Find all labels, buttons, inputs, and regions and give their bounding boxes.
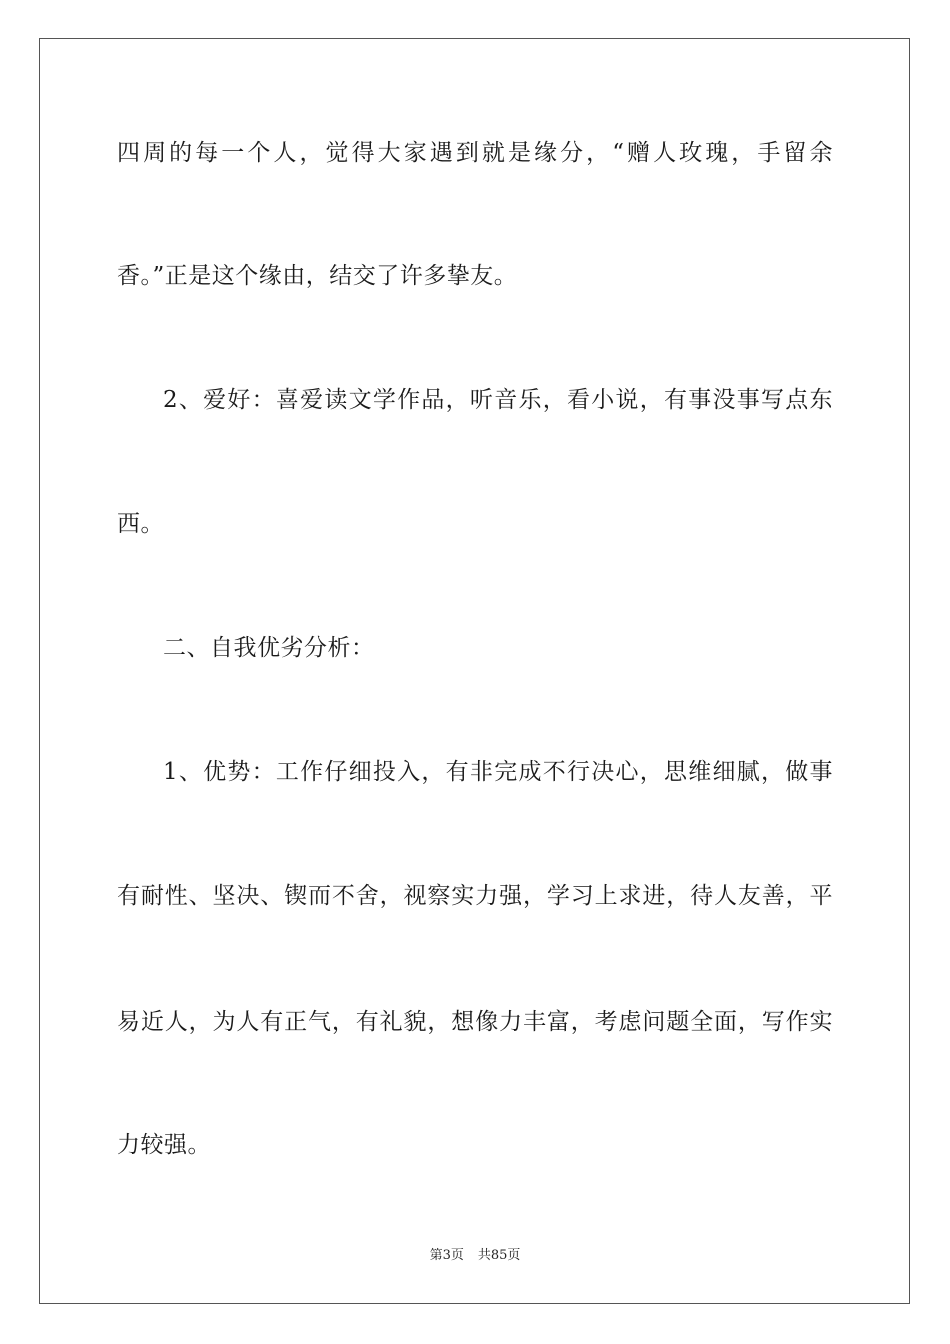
paragraph-line: 力较强。 (117, 1132, 211, 1158)
page-total: 共85页 (477, 1248, 521, 1263)
paragraph-line: 香。”正是这个缘由，结交了许多挚友。 (117, 263, 518, 289)
page-frame (39, 38, 910, 1304)
paragraph-line: 2、爱好：喜爱读文学作品，听音乐，看小说，有事没事写点东 (163, 387, 833, 413)
paragraph-line: 易近人，为人有正气，有礼貌，想像力丰富，考虑问题全面，写作实 (117, 1009, 833, 1035)
page-footer (0, 1247, 950, 1265)
page-number: 第3页 (429, 1248, 464, 1263)
paragraph-line: 四周的每一个人，觉得大家遇到就是缘分，“赠人玫瑰，手留余 (117, 140, 833, 166)
paragraph-line: 西。 (117, 511, 164, 537)
paragraph-line: 1、优势：工作仔细投入，有非完成不行决心，思维细腻，做事 (163, 759, 833, 785)
section-heading: 二、自我优劣分析： (163, 635, 375, 661)
paragraph-line: 有耐性、坚决、锲而不舍，视察实力强，学习上求进，待人友善，平 (117, 883, 833, 909)
